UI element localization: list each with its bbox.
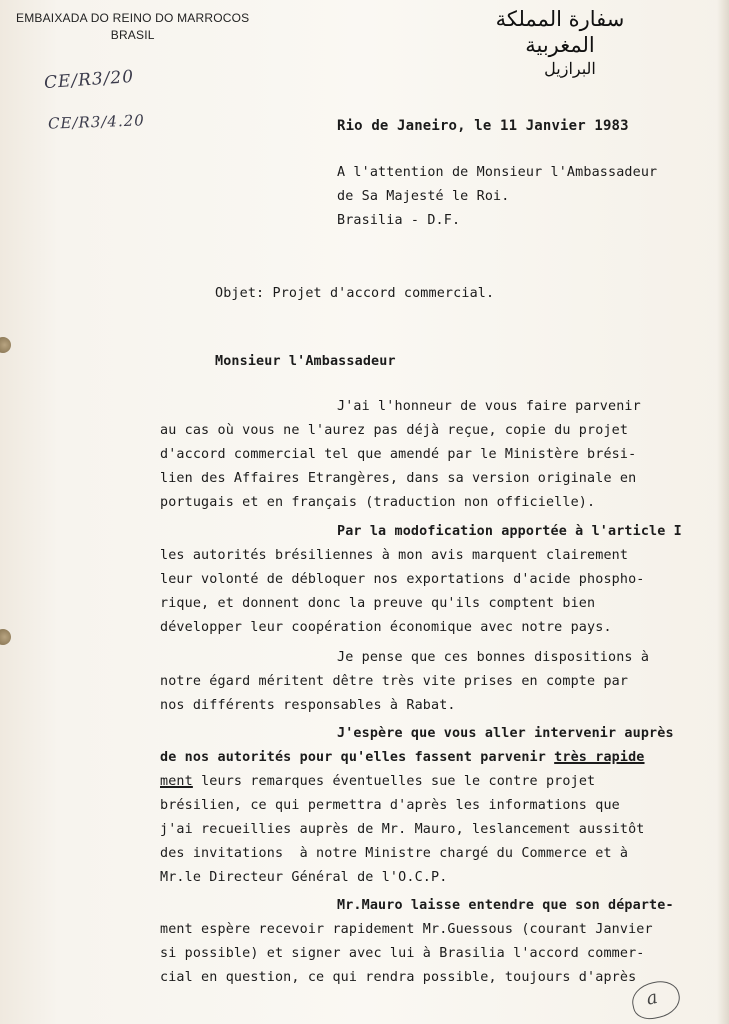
underlined-emphasis: très rapide [554, 750, 645, 765]
paragraph-2-line: leur volonté de débloquer nos exportations d'acide phospho- [160, 572, 645, 587]
paragraph-1-line: d'accord commercial tel que amendé par le Ministère brési- [160, 447, 637, 462]
addressee-line-2: de Sa Majesté le Roi. [337, 189, 510, 204]
letterhead-line-1: EMBAIXADA DO REINO DO MARROCOS [16, 11, 250, 25]
salutation: Monsieur l'Ambassadeur [215, 354, 396, 369]
paragraph-4-line: brésilien, ce qui permettra d'après les informations que [160, 798, 620, 813]
paragraph-1-line: portugais et en français (traduction non officielle). [160, 495, 596, 510]
paragraph-5-line: Mr.Mauro laisse entendre que son départe- [337, 898, 674, 913]
place-and-date: Rio de Janeiro, le 11 Janvier 1983 [337, 118, 629, 134]
paragraph-3-line: Je pense que ces bonnes dispositions à [337, 650, 650, 665]
paragraph-5-line: ment espère recevoir rapidement Mr.Guessous (courant Janvier [160, 922, 653, 937]
addressee-line-3: Brasilia - D.F. [337, 213, 461, 228]
paragraph-4-line: des invitations à notre Ministre chargé du Commerce et à [160, 846, 629, 861]
letterhead-embassy-arabic [470, 6, 650, 80]
paragraph-4-line: j'ai recueillies auprès de Mr. Mauro, leslancement aussitôt [160, 822, 645, 837]
underlined-emphasis-continued: ment [160, 774, 193, 789]
paragraph-4-line [160, 750, 645, 765]
handwritten-reference-1: CE/R3/20 [43, 66, 135, 94]
paragraph-2-line: rique, et donnent donc la preuve qu'ils comptent bien [160, 596, 596, 611]
paragraph-4-line [160, 774, 595, 789]
initials-text: a [644, 986, 660, 1010]
paragraph-1-line: lien des Affaires Etrangères, dans sa version originale en [160, 471, 637, 486]
punch-hole-top [0, 337, 11, 353]
paragraph-4-line: Mr.le Directeur Général de l'O.C.P. [160, 870, 448, 885]
paragraph-5-line: cial en question, ce qui rendra possible, toujours d'après [160, 970, 637, 985]
arabic-letterhead-line-1: سفارة المملكة المغربية [495, 7, 625, 57]
paragraph-4-text: leurs remarques éventuelles sue le contre projet [192, 774, 596, 789]
paragraph-2-line: les autorités brésiliennes à mon avis marquent clairement [160, 548, 629, 563]
paragraph-1-line: au cas où vous ne l'aurez pas déjà reçue, copie du projet [160, 423, 629, 438]
letterhead-line-2: BRASIL [110, 28, 155, 42]
paragraph-2-line: développer leur coopération économique avec notre pays. [160, 620, 612, 635]
paragraph-4-line: J'espère que vous aller intervenir auprès [337, 726, 674, 741]
paragraph-3-line: notre égard méritent dêtre très vite prises en compte par [160, 674, 629, 689]
arabic-letterhead-line-2: البرازيل [544, 59, 596, 78]
handwritten-reference-2: CE/R3/4.20 [47, 111, 146, 133]
paragraph-3-line: nos différents responsables à Rabat. [160, 698, 456, 713]
subject-line: Objet: Projet d'accord commercial. [215, 286, 495, 301]
letterhead-embassy-portuguese [16, 10, 249, 44]
addressee-line-1: A l'attention de Monsieur l'Ambassadeur [337, 165, 658, 180]
paragraph-5-line: si possible) et signer avec lui à Brasilia l'accord commer- [160, 946, 645, 961]
paragraph-4-text: de nos autorités pour qu'elles fassent parvenir [160, 750, 555, 765]
paragraph-1-line: J'ai l'honneur de vous faire parvenir [337, 399, 641, 414]
page-edge-shadow [717, 0, 729, 1024]
paragraph-2-line: Par la modofication apportée à l'article I [337, 524, 682, 539]
punch-hole-bottom [0, 629, 11, 645]
handwritten-initials-mark [629, 977, 683, 1022]
